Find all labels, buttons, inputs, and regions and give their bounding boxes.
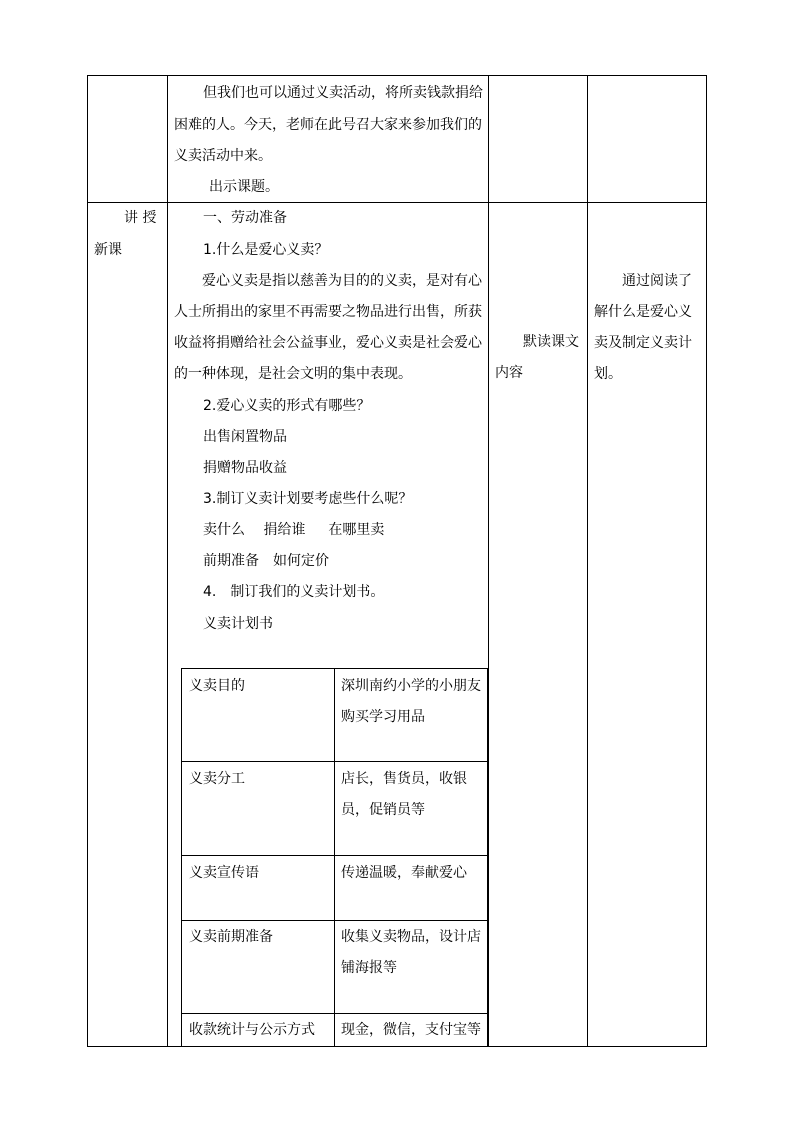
- question-3: 3.制订义卖计划要考虑些什么呢？: [203, 491, 413, 507]
- section-heading: 一、劳动准备: [203, 210, 287, 226]
- plan-value-slogan: 传递温暖，奉献爱心: [341, 865, 467, 881]
- plan-label-slogan: 义卖宣传语: [189, 865, 259, 881]
- plan-value-purpose: 深圳南约小学的小朋友购买学习用品: [341, 678, 481, 725]
- consider-line-1: 卖什么 捐给谁 在哪里卖: [203, 522, 385, 538]
- table-top-border: [87, 75, 707, 76]
- plan-label-division: 义卖分工: [189, 771, 245, 787]
- col-divider-2: [488, 75, 489, 1047]
- col-divider-1: [167, 75, 168, 1047]
- question-1: 1.什么是爱心义卖？: [203, 242, 329, 258]
- plan-label-preparation: 义卖前期准备: [189, 929, 273, 945]
- plan-value-payment: 现金，微信，支付宝等: [341, 1022, 481, 1038]
- form-item-2: 捐赠物品收益: [203, 460, 287, 476]
- intro-line-2: 困难的人。今天，老师在此号召大家来参加我们的: [174, 117, 482, 133]
- show-title-text: 出示课题。: [209, 179, 279, 195]
- row-divider: [87, 202, 707, 203]
- answer-1-paragraph: 爱心义卖是指以慈善为目的的义卖，是对有心人士所捐出的家里不再需要之物品进行出售，所获收益将捐赠给社会公益事业，爱心义卖是社会爱心的一种体现，是社会文明的集中表现。: [174, 273, 482, 382]
- plan-title: 义卖计划书: [203, 616, 273, 632]
- design-intent-text: 通过阅读了解什么是爱心义卖及制定义卖计划。: [594, 273, 692, 382]
- consider-line-2: 前期准备 如何定价: [203, 553, 329, 569]
- plan-value-preparation: 收集义卖物品，设计店铺海报等: [341, 929, 481, 976]
- question-2: 2.爱心义卖的形式有哪些？: [203, 398, 371, 414]
- stage-label-line-2: 新课: [94, 242, 122, 258]
- student-activity-text: 默读课文内容: [495, 334, 579, 381]
- stage-label-line-1: 讲 授: [124, 210, 157, 226]
- plan-table-left: [181, 668, 182, 1046]
- table-bottom-border: [87, 1046, 707, 1047]
- intro-line-1: 但我们也可以通过义卖活动，将所卖钱款捐给: [203, 85, 483, 101]
- form-item-1: 出售闲置物品: [203, 429, 287, 445]
- table-right-border: [706, 75, 707, 1047]
- col-divider-3: [587, 75, 588, 1047]
- plan-label-purpose: 义卖目的: [189, 678, 245, 694]
- table-left-border: [87, 75, 88, 1047]
- plan-table-right: [487, 668, 488, 1046]
- plan-label-payment: 收款统计与公示方式: [189, 1022, 315, 1038]
- plan-table-mid: [334, 668, 335, 1046]
- intro-line-3: 义卖活动中来。: [174, 148, 272, 164]
- question-4: 4. 制订我们的义卖计划书。: [203, 584, 385, 600]
- plan-value-division: 店长，售货员，收银员，促销员等: [341, 771, 467, 818]
